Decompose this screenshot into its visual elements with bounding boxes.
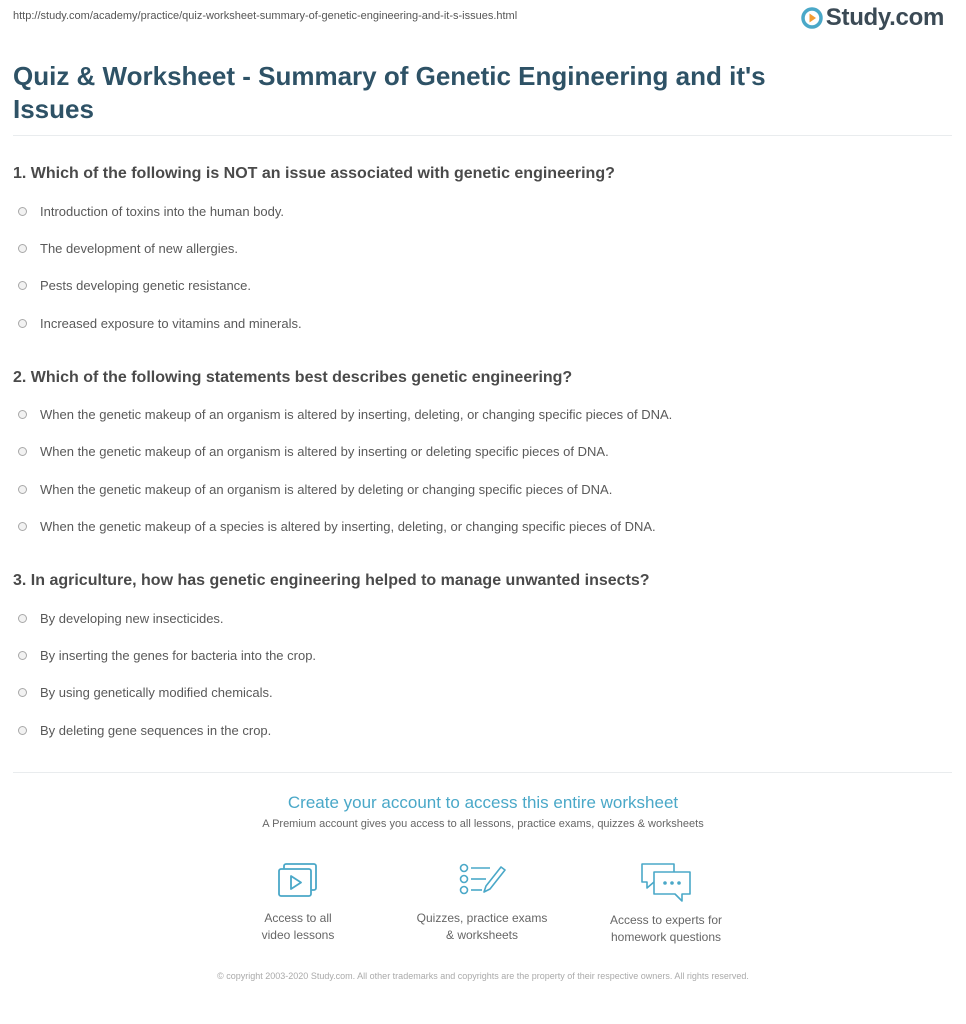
radio-button[interactable] <box>18 485 27 494</box>
radio-button[interactable] <box>18 281 27 290</box>
study-logo[interactable] <box>801 4 944 32</box>
feature-quizzes <box>397 860 567 944</box>
question-2-option-1[interactable] <box>18 407 672 422</box>
copyright-text: © copyright 2003-2020 Study.com. All other trademarks and copyrights are the property of their respective owners. All rights reserved. <box>217 971 749 981</box>
option-label: When the genetic makeup of a species is altered by inserting, deleting, or changing specific pieces of DNA. <box>40 519 656 534</box>
feature-quizzes-label: Quizzes, practice exams & worksheets <box>416 911 548 942</box>
radio-button[interactable] <box>18 651 27 660</box>
radio-button[interactable] <box>18 726 27 735</box>
question-3: 3. In agriculture, how has genetic engineering helped to manage unwanted insects? <box>13 572 650 589</box>
radio-button[interactable] <box>18 688 27 697</box>
option-label: The development of new allergies. <box>40 241 239 256</box>
question-1-option-2[interactable] <box>18 241 238 256</box>
feature-experts <box>581 860 751 946</box>
question-1: 1. Which of the following is NOT an issue associated with genetic engineering? <box>13 165 615 182</box>
radio-button[interactable] <box>18 410 27 419</box>
promo-divider <box>13 772 952 773</box>
page-url: http://study.com/academy/practice/quiz-worksheet-summary-of-genetic-engineering-and-it-s-issues.html <box>13 10 518 22</box>
radio-button[interactable] <box>18 447 27 456</box>
option-label: By inserting the genes for bacteria into the crop. <box>40 648 317 663</box>
feature-video-lessons <box>213 860 383 944</box>
quiz-checklist-icon <box>456 860 508 902</box>
feature-experts-label: Access to experts for homework questions <box>609 913 723 944</box>
option-label: When the genetic makeup of an organism is altered by inserting or deleting specific pieces of DNA. <box>40 444 609 459</box>
radio-button[interactable] <box>18 319 27 328</box>
question-2-option-3[interactable] <box>18 482 612 497</box>
option-label: Pests developing genetic resistance. <box>40 278 252 293</box>
question-1-option-3[interactable] <box>18 278 251 293</box>
option-label: Increased exposure to vitamins and minerals. <box>40 316 302 331</box>
radio-button[interactable] <box>18 614 27 623</box>
question-1-option-1[interactable] <box>18 204 284 219</box>
question-3-option-2[interactable] <box>18 648 316 663</box>
page-title: Quiz & Worksheet - Summary of Genetic Engineering and it's Issues <box>13 61 766 124</box>
radio-button[interactable] <box>18 207 27 216</box>
create-account-link[interactable]: Create your account to access this entire worksheet <box>287 793 679 812</box>
option-label: When the genetic makeup of an organism is altered by inserting, deleting, or changing specific pieces of DNA. <box>40 407 673 422</box>
video-lessons-icon <box>274 860 322 902</box>
question-3-option-4[interactable] <box>18 723 271 738</box>
feature-video-lessons-label: Access to all video lessons <box>261 911 335 942</box>
option-label: By developing new insecticides. <box>40 611 224 626</box>
question-3-option-3[interactable] <box>18 685 273 700</box>
option-label: By deleting gene sequences in the crop. <box>40 723 272 738</box>
question-3-option-1[interactable] <box>18 611 224 626</box>
question-2-option-4[interactable] <box>18 519 656 534</box>
option-label: Introduction of toxins into the human body. <box>40 204 285 219</box>
radio-button[interactable] <box>18 244 27 253</box>
option-label: When the genetic makeup of an organism is altered by deleting or changing specific pieces of DNA. <box>40 482 613 497</box>
question-2-option-2[interactable] <box>18 444 609 459</box>
chat-bubbles-icon <box>638 860 694 904</box>
question-2: 2. Which of the following statements best describes genetic engineering? <box>13 369 573 386</box>
question-1-option-4[interactable] <box>18 316 302 331</box>
option-label: By using genetically modified chemicals. <box>40 685 273 700</box>
premium-subtitle: A Premium account gives you access to all lessons, practice exams, quizzes & worksheets <box>262 818 704 830</box>
radio-button[interactable] <box>18 522 27 531</box>
study-logo-text: Study.com <box>825 4 944 31</box>
study-logo-icon <box>801 7 823 29</box>
title-divider <box>13 135 952 136</box>
